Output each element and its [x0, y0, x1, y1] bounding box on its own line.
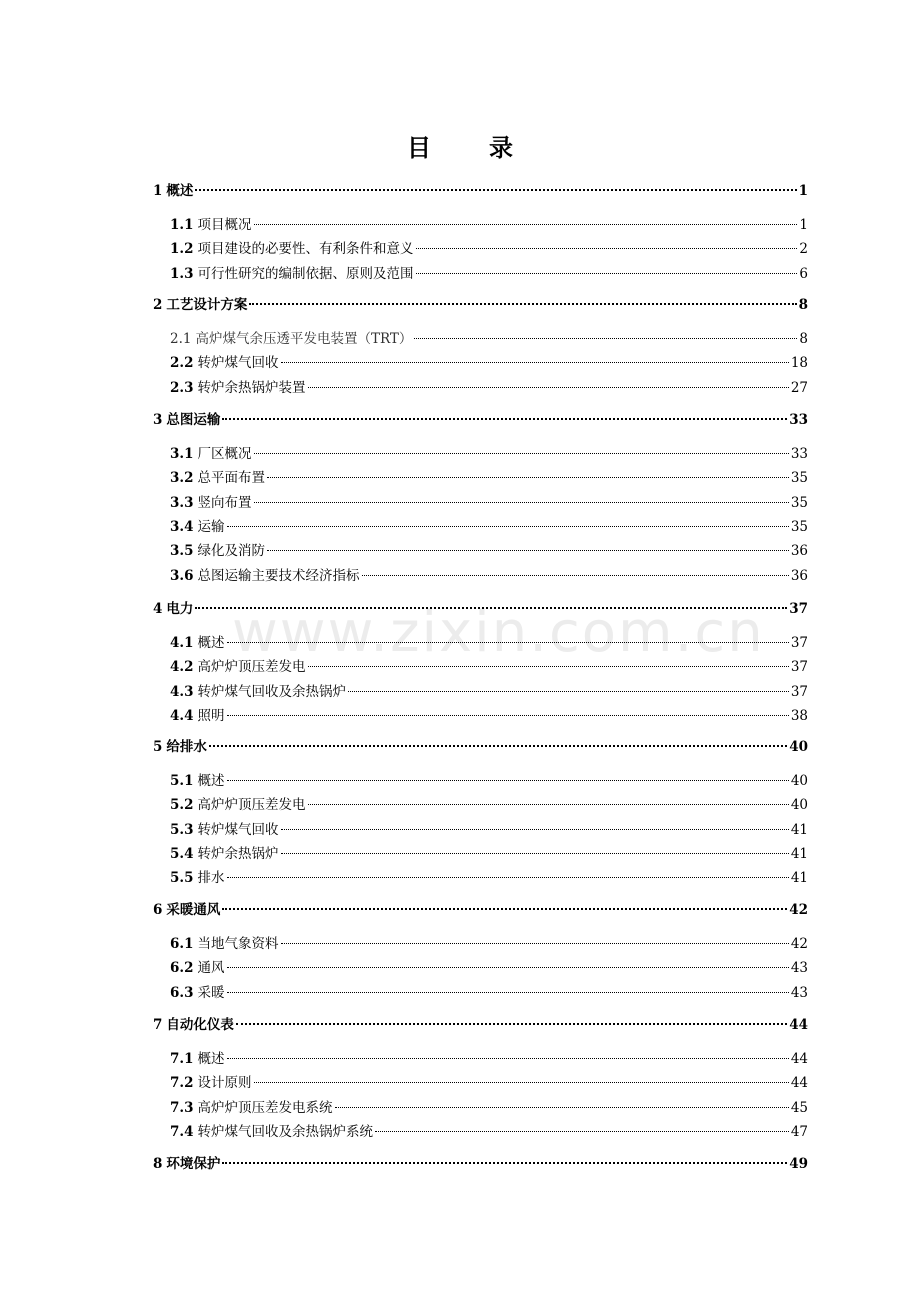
toc-section-1-1[interactable]	[170, 215, 808, 235]
dot-leader	[249, 303, 796, 305]
dot-leader	[254, 502, 789, 503]
dot-leader	[308, 804, 789, 805]
toc-title-char-2: 录	[489, 133, 513, 162]
toc-section-5-4[interactable]	[170, 844, 808, 864]
chapter-page-number: 37	[789, 601, 808, 617]
chapter-page-number: 33	[789, 412, 808, 428]
toc-section-3-6[interactable]	[170, 566, 808, 586]
toc-chapter-8[interactable]	[153, 1154, 808, 1174]
chapter-page-number: 40	[789, 739, 808, 755]
section-number: 1.2	[170, 241, 194, 258]
dot-leader	[236, 1023, 787, 1025]
toc-section-3-1[interactable]	[170, 444, 808, 464]
section-page-number: 6	[799, 265, 808, 282]
chapter-number: 5	[153, 739, 163, 755]
section-page-number: 35	[790, 518, 808, 535]
dot-leader	[227, 642, 789, 643]
toc-section-7-2[interactable]	[170, 1073, 808, 1093]
dot-leader	[227, 715, 789, 716]
section-page-number: 47	[790, 1123, 808, 1140]
section-title: 概述	[197, 635, 225, 651]
section-number: 2.1	[170, 331, 192, 347]
chapter-title: 采暖通风	[166, 902, 221, 918]
section-number: 6.1	[170, 936, 194, 952]
dot-leader	[254, 453, 789, 454]
section-page-number: 37	[790, 659, 808, 676]
section-page-number: 37	[790, 635, 808, 651]
section-page-number: 8	[799, 331, 808, 347]
section-number: 1.3	[170, 265, 194, 282]
toc-section-2-3[interactable]	[170, 378, 808, 398]
dot-leader	[416, 248, 798, 249]
section-title: 总图运输主要技术经济指标	[197, 567, 360, 584]
dot-leader	[281, 943, 789, 944]
chapter-number: 3	[153, 412, 163, 428]
section-title: 竖向布置	[197, 494, 252, 511]
dot-leader	[362, 575, 789, 576]
chapter-title: 概述	[166, 183, 194, 199]
section-page-number: 40	[790, 773, 808, 789]
chapter-page-number: 49	[789, 1156, 808, 1172]
chapter-number: 8	[153, 1156, 163, 1172]
section-title: 转炉煤气回收	[197, 355, 279, 372]
section-number: 5.2	[170, 797, 194, 814]
toc-section-5-3[interactable]	[170, 820, 808, 840]
dot-leader	[227, 877, 789, 878]
toc-section-3-3[interactable]	[170, 493, 808, 513]
toc-section-5-1[interactable]	[170, 771, 808, 791]
chapter-number: 7	[153, 1017, 163, 1033]
toc-chapter-6[interactable]	[153, 900, 808, 920]
section-title: 概述	[197, 773, 225, 789]
dot-leader	[308, 666, 789, 667]
section-number: 4.1	[170, 635, 194, 651]
section-page-number: 41	[790, 845, 808, 862]
toc-section-6-1[interactable]	[170, 934, 808, 954]
section-title: 运输	[197, 518, 225, 535]
section-number: 6.3	[170, 984, 194, 1001]
dot-leader	[267, 550, 789, 551]
section-page-number: 43	[790, 960, 808, 977]
section-title: 设计原则	[197, 1075, 252, 1092]
section-number: 7.3	[170, 1099, 194, 1116]
chapter-page-number: 8	[798, 297, 808, 313]
section-page-number: 44	[790, 1051, 808, 1067]
section-page-number: 44	[790, 1075, 808, 1092]
section-number: 3.1	[170, 446, 194, 462]
section-title: 绿化及消防	[197, 543, 265, 560]
section-title: 概述	[197, 1051, 225, 1067]
section-title: 转炉煤气回收	[197, 821, 279, 838]
section-number: 6.2	[170, 960, 194, 977]
section-title: 高炉煤气余压透平发电装置（TRT）	[195, 331, 413, 347]
chapter-title: 电力	[166, 601, 194, 617]
watermark: www.zixin.com.cn	[232, 600, 765, 665]
chapter-title: 给排水	[166, 739, 207, 755]
dot-leader	[227, 1058, 789, 1059]
dot-leader	[416, 273, 798, 274]
section-number: 4.2	[170, 659, 194, 676]
chapter-title: 自动化仪表	[166, 1017, 234, 1033]
toc-section-4-1[interactable]	[170, 633, 808, 653]
chapter-number: 1	[153, 183, 163, 199]
toc-section-5-5[interactable]	[170, 868, 808, 888]
section-page-number: 35	[790, 494, 808, 511]
dot-leader	[254, 224, 798, 225]
toc-section-6-3[interactable]	[170, 983, 808, 1003]
toc-section-4-4[interactable]	[170, 706, 808, 726]
section-number: 3.2	[170, 470, 194, 487]
section-page-number: 18	[790, 355, 808, 372]
dot-leader	[227, 526, 789, 527]
dot-leader	[281, 829, 789, 830]
toc-section-3-2[interactable]	[170, 468, 808, 488]
toc-chapter-7[interactable]	[153, 1015, 808, 1035]
toc-section-1-2[interactable]	[170, 239, 808, 259]
dot-leader	[281, 853, 789, 854]
section-title: 高炉炉顶压差发电	[197, 797, 306, 814]
dot-leader	[222, 908, 787, 910]
section-title: 转炉煤气回收及余热锅炉系统	[197, 1123, 373, 1140]
chapter-title: 总图运输	[166, 412, 221, 428]
section-title: 转炉余热锅炉装置	[197, 379, 306, 396]
dot-leader	[348, 691, 789, 692]
toc-section-2-1[interactable]	[170, 329, 808, 349]
chapter-page-number: 1	[798, 183, 808, 199]
chapter-number: 6	[153, 902, 163, 918]
toc-section-4-3[interactable]	[170, 682, 808, 702]
section-page-number: 41	[790, 821, 808, 838]
dot-leader	[227, 780, 789, 781]
section-title: 转炉煤气回收及余热锅炉	[197, 683, 346, 700]
chapter-number: 2	[153, 297, 163, 313]
toc-chapter-3[interactable]	[153, 410, 808, 430]
dot-leader	[227, 967, 789, 968]
section-title: 可行性研究的编制依据、原则及范围	[197, 265, 414, 282]
section-number: 7.2	[170, 1075, 194, 1092]
section-page-number: 33	[790, 446, 808, 462]
section-title: 高炉炉顶压差发电系统	[197, 1099, 333, 1116]
chapter-page-number: 42	[789, 902, 808, 918]
section-number: 5.1	[170, 773, 194, 789]
section-page-number: 45	[790, 1099, 808, 1116]
dot-leader	[254, 1082, 789, 1083]
section-number: 5.3	[170, 821, 194, 838]
section-title: 通风	[197, 960, 225, 977]
toc-section-7-3[interactable]	[170, 1098, 808, 1118]
toc-section-4-2[interactable]	[170, 657, 808, 677]
dot-leader	[195, 607, 787, 609]
dot-leader	[222, 1162, 787, 1164]
dot-leader	[209, 745, 787, 747]
section-page-number: 35	[790, 470, 808, 487]
section-number: 3.5	[170, 543, 194, 560]
toc-section-2-2[interactable]	[170, 353, 808, 373]
toc-section-5-2[interactable]	[170, 795, 808, 815]
section-title: 项目建设的必要性、有利条件和意义	[197, 241, 414, 258]
section-number: 5.4	[170, 845, 194, 862]
section-number: 4.4	[170, 707, 194, 724]
section-title: 当地气象资料	[197, 936, 279, 952]
section-number: 7.1	[170, 1051, 194, 1067]
toc-section-3-4[interactable]	[170, 517, 808, 537]
section-title: 照明	[197, 707, 225, 724]
section-page-number: 41	[790, 870, 808, 887]
dot-leader	[222, 418, 787, 420]
toc-title-char-1: 目	[407, 133, 431, 162]
section-number: 3.4	[170, 518, 194, 535]
section-number: 1.1	[170, 217, 194, 233]
section-number: 5.5	[170, 870, 194, 887]
toc-section-1-3[interactable]	[170, 264, 808, 284]
section-page-number: 42	[790, 936, 808, 952]
section-title: 转炉余热锅炉	[197, 845, 279, 862]
chapter-page-number: 44	[789, 1017, 808, 1033]
dot-leader	[281, 362, 789, 363]
dot-leader	[267, 477, 789, 478]
section-title: 排水	[197, 870, 225, 887]
section-page-number: 36	[790, 543, 808, 560]
section-page-number: 38	[790, 707, 808, 724]
dot-leader	[375, 1131, 789, 1132]
section-number: 7.4	[170, 1123, 194, 1140]
section-page-number: 43	[790, 984, 808, 1001]
dot-leader	[414, 338, 797, 339]
section-number: 4.3	[170, 683, 194, 700]
dot-leader	[308, 387, 789, 388]
dot-leader	[335, 1107, 789, 1108]
toc-section-3-5[interactable]	[170, 541, 808, 561]
section-page-number: 1	[799, 217, 808, 233]
section-title: 高炉炉顶压差发电	[197, 659, 306, 676]
section-page-number: 2	[799, 241, 808, 258]
toc-chapter-2[interactable]	[153, 295, 808, 315]
chapter-title: 环境保护	[166, 1156, 221, 1172]
toc-chapter-5[interactable]	[153, 737, 808, 757]
section-page-number: 27	[790, 379, 808, 396]
dot-leader	[227, 992, 789, 993]
section-number: 2.2	[170, 355, 194, 372]
section-title: 采暖	[197, 984, 225, 1001]
chapter-title: 工艺设计方案	[166, 297, 248, 313]
toc-chapter-1[interactable]	[153, 181, 808, 201]
section-page-number: 36	[790, 567, 808, 584]
section-page-number: 37	[790, 683, 808, 700]
toc-section-7-4[interactable]	[170, 1122, 808, 1142]
section-page-number: 40	[790, 797, 808, 814]
section-title: 总平面布置	[197, 470, 265, 487]
toc-section-6-2[interactable]	[170, 958, 808, 978]
section-title: 项目概况	[197, 217, 252, 233]
section-number: 2.3	[170, 379, 194, 396]
toc-section-7-1[interactable]	[170, 1049, 808, 1069]
dot-leader	[195, 189, 796, 191]
section-number: 3.6	[170, 567, 194, 584]
section-number: 3.3	[170, 494, 194, 511]
toc-chapter-4[interactable]	[153, 599, 808, 619]
chapter-number: 4	[153, 601, 163, 617]
section-title: 厂区概况	[197, 446, 252, 462]
